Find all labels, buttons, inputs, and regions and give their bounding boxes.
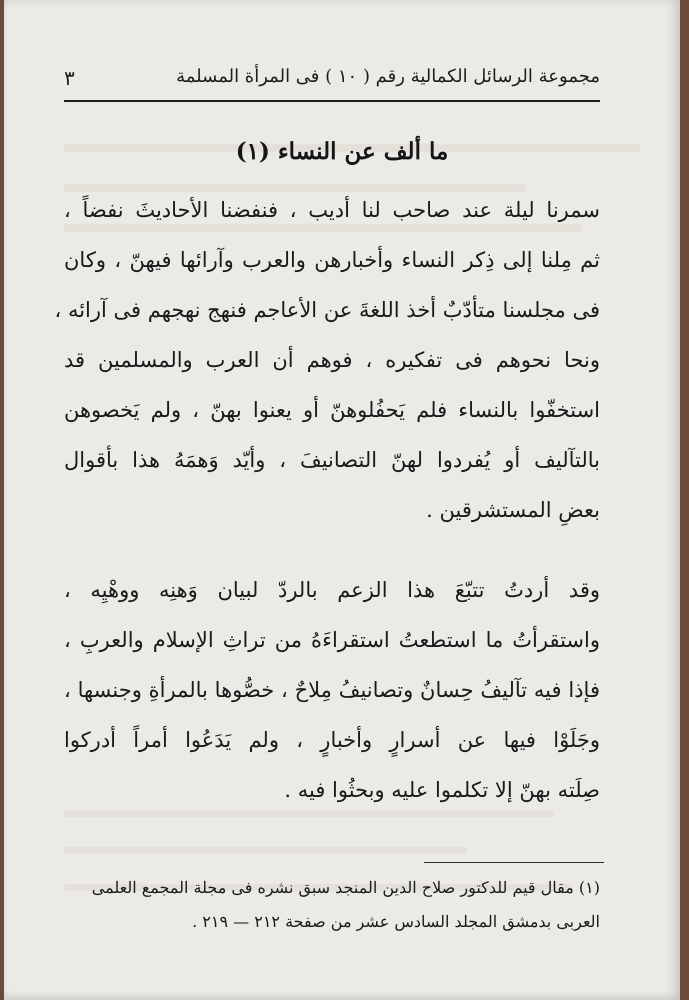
article-title: ما ألف عن النساء (١) (235, 138, 449, 165)
text-line: بعضِ المستشرقين . (426, 498, 600, 522)
text-line: بالتآليف أو يُفردوا لهنّ التصانيفَ ، وأيّد وَهمَهُ هذا بأقوال (64, 448, 600, 472)
text-line: وقد أردتُ تتبّعَ هذا الزعم بالردّ لبيان وَهنِه ووهْيِه ، (64, 578, 600, 602)
text-line: فى مجلسنا متأدّبٌ أخذ اللغةَ عن الأعاجم فنهج نهجهم فى آرائه ، (54, 298, 600, 322)
running-header-title: مجموعة الرسائل الكمالية رقم ( ١٠ ) فى المرأة المسلمة (176, 66, 600, 87)
footnote-line: (١) مقال قيم للدكتور صلاح الدين المنجد سبق نشره فى مجلة المجمع العلمى (91, 878, 600, 897)
text-line: استخفّوا بالنساء فلم يَحفُلوهنّ أو يعنوا بهنّ ، ولم يَخصوهن (64, 398, 600, 422)
footnote-line: العربى بدمشق المجلد السادس عشر من صفحة ٢١٢ — ٢١٩ . (192, 912, 600, 931)
running-header (64, 66, 600, 96)
text-line: فإذا فيه تآليفُ حِسانٌ وتصانيفُ مِلاحٌ ، خصُّوها بالمرأةِ وجنسها ، (64, 678, 600, 702)
text-line: واستقرأتُ ما استطعتُ استقراءَهُ من تراثِ الإسلام والعربِ ، (64, 628, 600, 652)
book-page (4, 0, 680, 1000)
page-number: ٣ (64, 66, 75, 90)
text-line: وجَلَوْا فيها عن أسرارٍ وأخبارٍ ، ولم يَدَعُوا أمراً أدركوا (64, 728, 600, 752)
text-line: ونحا نحوهم فى تفكيره ، فوهم أن العرب والمسلمين قد (64, 348, 600, 372)
text-line: ثم مِلنا إلى ذِكر النساء وأخبارهن والعرب وآرائها فيهنّ ، وكان (64, 248, 600, 272)
footnote-divider (424, 862, 604, 863)
text-line: سمرنا ليلة عند صاحب لنا أديب ، فنفضنا الأحاديثَ نفضاً ، (64, 198, 600, 222)
header-divider (64, 100, 600, 102)
text-line: صِلَته بهنّ إلا تكلموا عليه وبحثُوا فيه . (284, 778, 600, 802)
